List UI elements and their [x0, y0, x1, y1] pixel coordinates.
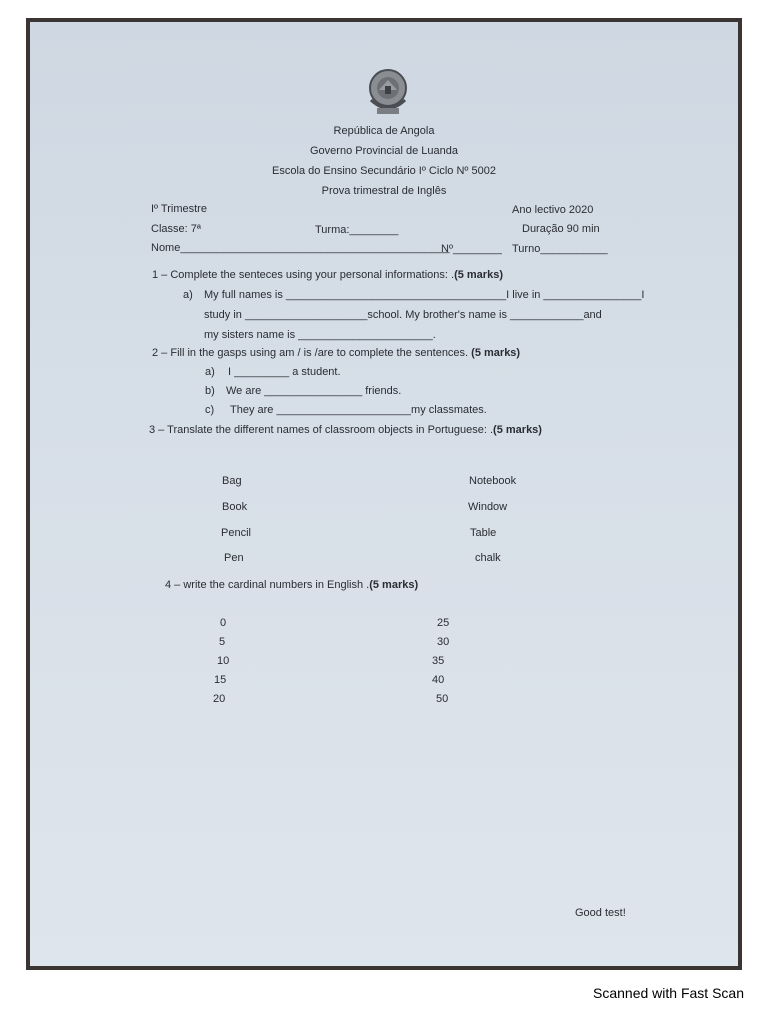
q2-item-a: I _________ a student.: [228, 366, 341, 378]
scan-watermark: Scanned with Fast Scan: [593, 985, 744, 1001]
q3-title: [149, 425, 542, 436]
q3-word-book: Book: [222, 501, 248, 513]
info-numero: Nº________: [441, 243, 502, 255]
q4-title-text: 4 – write the cardinal numbers in English .: [165, 579, 370, 591]
q1-a-label: a): [183, 289, 193, 301]
q3-word-bag: Bag: [222, 475, 242, 487]
header-country: República de Angola: [333, 125, 435, 137]
info-trimestre: Iº Trimestre: [151, 203, 207, 215]
header-government: Governo Provincial de Luanda: [310, 145, 458, 157]
info-ano: Ano lectivo 2020: [512, 204, 594, 216]
info-classe: Classe: 7ª: [151, 223, 201, 235]
q4-number-40: 40: [432, 674, 445, 686]
q4-number-0: 0: [220, 617, 227, 629]
q3-word-table: Table: [470, 527, 497, 539]
q4-number-30: 30: [437, 636, 450, 648]
q4-marks: (5 marks): [369, 579, 419, 591]
q4-number-25: 25: [437, 617, 450, 629]
q4-number-50: 50: [436, 693, 449, 705]
q2-item-a-label: a): [205, 366, 215, 378]
q2-item-b-label: b): [205, 385, 215, 397]
q4-number-35: 35: [432, 655, 445, 667]
q1-line2: study in ____________________school. My brother's name is ____________and: [204, 309, 602, 321]
q2-title: [152, 348, 520, 359]
q3-word-window: Window: [468, 501, 508, 513]
header-school: Escola do Ensino Secundário Iº Ciclo Nº 5002: [272, 165, 496, 177]
q1-line3: my sisters name is ______________________.: [204, 329, 436, 341]
q2-title-text: 2 – Fill in the gasps using am / is /are to complete the sentences.: [152, 347, 472, 359]
q1-title: [152, 270, 503, 281]
info-duracao: Duração 90 min: [522, 223, 600, 235]
info-turma: Turma:________: [315, 224, 399, 236]
q3-word-chalk: chalk: [475, 552, 501, 564]
q2-item-c-label: c): [205, 404, 215, 416]
q3-word-notebook: Notebook: [469, 475, 517, 487]
q1-line1: My full names is ____________________________________I live in ________________I: [204, 289, 645, 301]
q1-title-text: 1 – Complete the senteces using your personal informations: .: [152, 269, 455, 281]
q3-title-text: 3 – Translate the different names of classroom objects in Portuguese: .: [149, 424, 494, 436]
q4-title: [165, 580, 418, 591]
info-turno: Turno___________: [512, 243, 608, 255]
q2-marks: (5 marks): [471, 347, 521, 359]
exam-paper: [30, 22, 738, 966]
q4-number-20: 20: [213, 693, 226, 705]
q4-number-5: 5: [219, 636, 226, 648]
closing-text: Good test!: [575, 907, 626, 919]
q3-word-pen: Pen: [224, 552, 244, 564]
header-exam-title: Prova trimestral de Inglês: [321, 185, 447, 197]
q2-item-c: They are ______________________my classmates.: [230, 404, 487, 416]
q3-word-pencil: Pencil: [221, 527, 251, 539]
q2-item-b: We are ________________ friends.: [226, 385, 402, 397]
info-nome: Nome____________________________________________: [151, 242, 450, 254]
q1-marks: (5 marks): [454, 269, 503, 281]
angola-emblem-icon: [365, 66, 411, 118]
q3-marks: (5 marks): [493, 424, 542, 436]
q4-number-10: 10: [217, 655, 230, 667]
q4-number-15: 15: [214, 674, 227, 686]
